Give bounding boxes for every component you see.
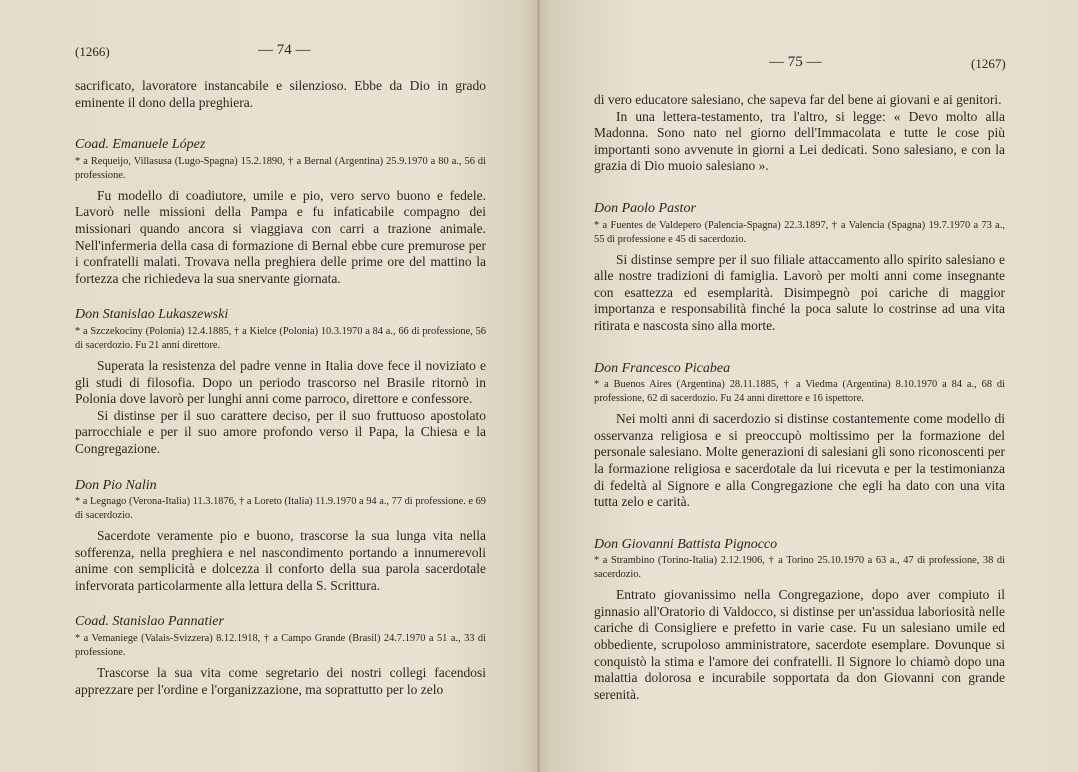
- right-opening-paragraph: In una lettera-testamento, tra l'altro, si legge: « Devo molto alla Madonna. Sono nato nel giorno dell'Immacolata e tutte le cose più importanti sono avvenute in giorni a Lei dedicati. Sono salesiano, e con la grazia di Dio muoio salesiano ».: [594, 108, 1005, 174]
- entry-paragraph: Fu modello di coadiutore, umile e pio, vero servo buono e fedele. Lavorò nelle missioni della Pampa e fu infaticabile compagno dei missionari quando ancora si viaggiava con carri a trazione animale. Nell'infermeria della casa di formazione di Bernal ebbe cure premurose per i confratelli malati. Trovava nella preghiera delle prime ore del mattino la fortezza che richiedeva la sua snervante giornata.: [75, 187, 486, 286]
- entry-dates: * a Strambino (Torino-Italia) 2.12.1906, † a Torino 25.10.1970 a 63 a., 47 di professione, 38 di sacerdozio.: [594, 555, 1005, 581]
- obituary-entry: [594, 361, 1005, 511]
- entry-name: Don Stanislao Lukaszewski: [75, 307, 229, 323]
- left-page-text: [75, 78, 486, 698]
- obituary-entry: [75, 478, 486, 595]
- entry-name: Coad. Emanuele López: [75, 137, 206, 153]
- entry-name: Don Giovanni Battista Pignocco: [594, 536, 778, 552]
- entry-name: Don Pio Nalin: [75, 477, 157, 493]
- right-page-text: [594, 92, 1005, 703]
- entry-name: Coad. Stanislao Pannatier: [75, 614, 224, 630]
- entry-paragraph: Superata la resistenza del padre venne in Italia dove fece il noviziato e gli studi di filosofia. Dopo un periodo trascorso nel Brasile ritornò in Polonia dove lavorò per lunghi anni come parroco, direttore e confessore.: [75, 357, 486, 407]
- entry-paragraph: Si distinse sempre per il suo filiale attaccamento allo spirito salesiano e alle nostre tradizioni di famiglia. Lavorò per molti anni come insegnante con esattezza ed esemplarità. Disimpegnò poi cariche di maggior importanza e responsabilità finché la poca salute lo costrinse ad una vita ritirata e nascosta sino alla morte.: [594, 251, 1005, 333]
- right-page: [539, 0, 1078, 772]
- obituary-entry: [594, 537, 1005, 704]
- entry-dates: * a Szczekociny (Polonia) 12.4.1885, † a Kielce (Polonia) 10.3.1970 a 84 a., 66 di professione, 56 di sacerdozio. Fu 21 anni direttore.: [75, 325, 486, 351]
- obituary-entry: [594, 201, 1005, 335]
- entry-paragraph: Entrato giovanissimo nella Congregazione, dopo aver compiuto il ginnasio all'Oratorio di Valdocco, si distinse per un'assidua laboriosità nelle cariche di Consigliere e prefetto in varie case. Fu un salesiano umile ed obbediente, scrupoloso amministratore, sacerdote esemplare. Dovunque si conquistò la stima e l'amore dei confratelli. Il Signore lo chiamò dopo una malattia dolorosa e incurabile sopportata da don Giovanni con grande serenità.: [594, 587, 1005, 702]
- right-running-number: (1267): [971, 56, 1006, 71]
- entry-name: Don Paolo Pastor: [594, 200, 696, 216]
- entry-dates: * a Buenos Aires (Argentina) 28.11.1885, † a Viedma (Argentina) 8.10.1970 a 84 a., 68 di professione, 62 di sacerdozio. Fu 24 anni direttore e 16 ispettore.: [594, 379, 1005, 405]
- entry-paragraph: Si distinse per il suo carattere deciso, per il suo fruttuoso apostolato parrocchiale e per il suo amore profondo verso il Papa, la Chiesa e la Congregazione.: [75, 407, 486, 456]
- entry-dates: * a Fuentes de Valdepero (Palencia-Spagna) 22.3.1897, † a Valencia (Spagna) 19.7.1970 a 73 a., 55 di professione e 45 di sacerdozio.: [594, 219, 1005, 245]
- entry-paragraph: Sacerdote veramente pio e buono, trascorse la sua lunga vita nella sofferenza, nella preghiera e nel nascondimento portando a innumerevoli anime con semplicità e dolcezza il conforto della sua parola sacerdotale infervorata particolarmente alla lettura della S. Scrittura.: [75, 528, 486, 593]
- right-opening-text: di vero educatore salesiano, che sapeva far del bene ai giovani e ai genitori.: [594, 92, 1002, 107]
- book-gutter: [537, 0, 540, 772]
- entry-dates: * a Legnago (Verona-Italia) 11.3.1876, † a Loreto (Italia) 11.9.1970 a 94 a., 77 di professione. e 69 di sacerdozio.: [75, 496, 486, 522]
- entry-dates: * a Requeijo, Villasusa (Lugo-Spagna) 15.2.1890, † a Bernal (Argentina) 25.9.1970 a 80 a., 56 di professione.: [75, 155, 486, 181]
- left-page-number: — 74 —: [258, 42, 311, 58]
- right-page-number: — 75 —: [769, 54, 822, 70]
- entry-dates: * a Vemaniege (Valais-Svizzera) 8.12.1918, † a Campo Grande (Brasil) 24.7.1970 a 51 a., 33 di professione.: [75, 633, 486, 659]
- entry-paragraph: Trascorse la sua vita come segretario dei nostri collegi facendosi apprezzare per l'ordine e l'organizzazione, ma soprattutto per lo zelo: [75, 665, 486, 697]
- obituary-entry: [75, 614, 486, 698]
- entry-name: Don Francesco Picabea: [594, 360, 731, 376]
- obituary-entry: [75, 137, 486, 287]
- left-opening-text: sacrificato, lavoratore instancabile e silenzioso. Ebbe da Dio in grado eminente il dono della preghiera.: [75, 78, 486, 110]
- entry-paragraph: Nei molti anni di sacerdozio si distinse costantemente come modello di osservanza religiosa e si preoccupò moltissimo per la formazione del personale salesiano. Molte generazioni di salesiani gli sono riconoscenti per la formazione religiosa e sacerdotale da lui ricevuta e per la testimonianza di fedeltà al Signore e alla Congregazione che egli ha dato con una vita tutta zelo e carità.: [594, 411, 1005, 510]
- obituary-entry: [75, 307, 486, 457]
- left-running-number: (1266): [75, 44, 110, 59]
